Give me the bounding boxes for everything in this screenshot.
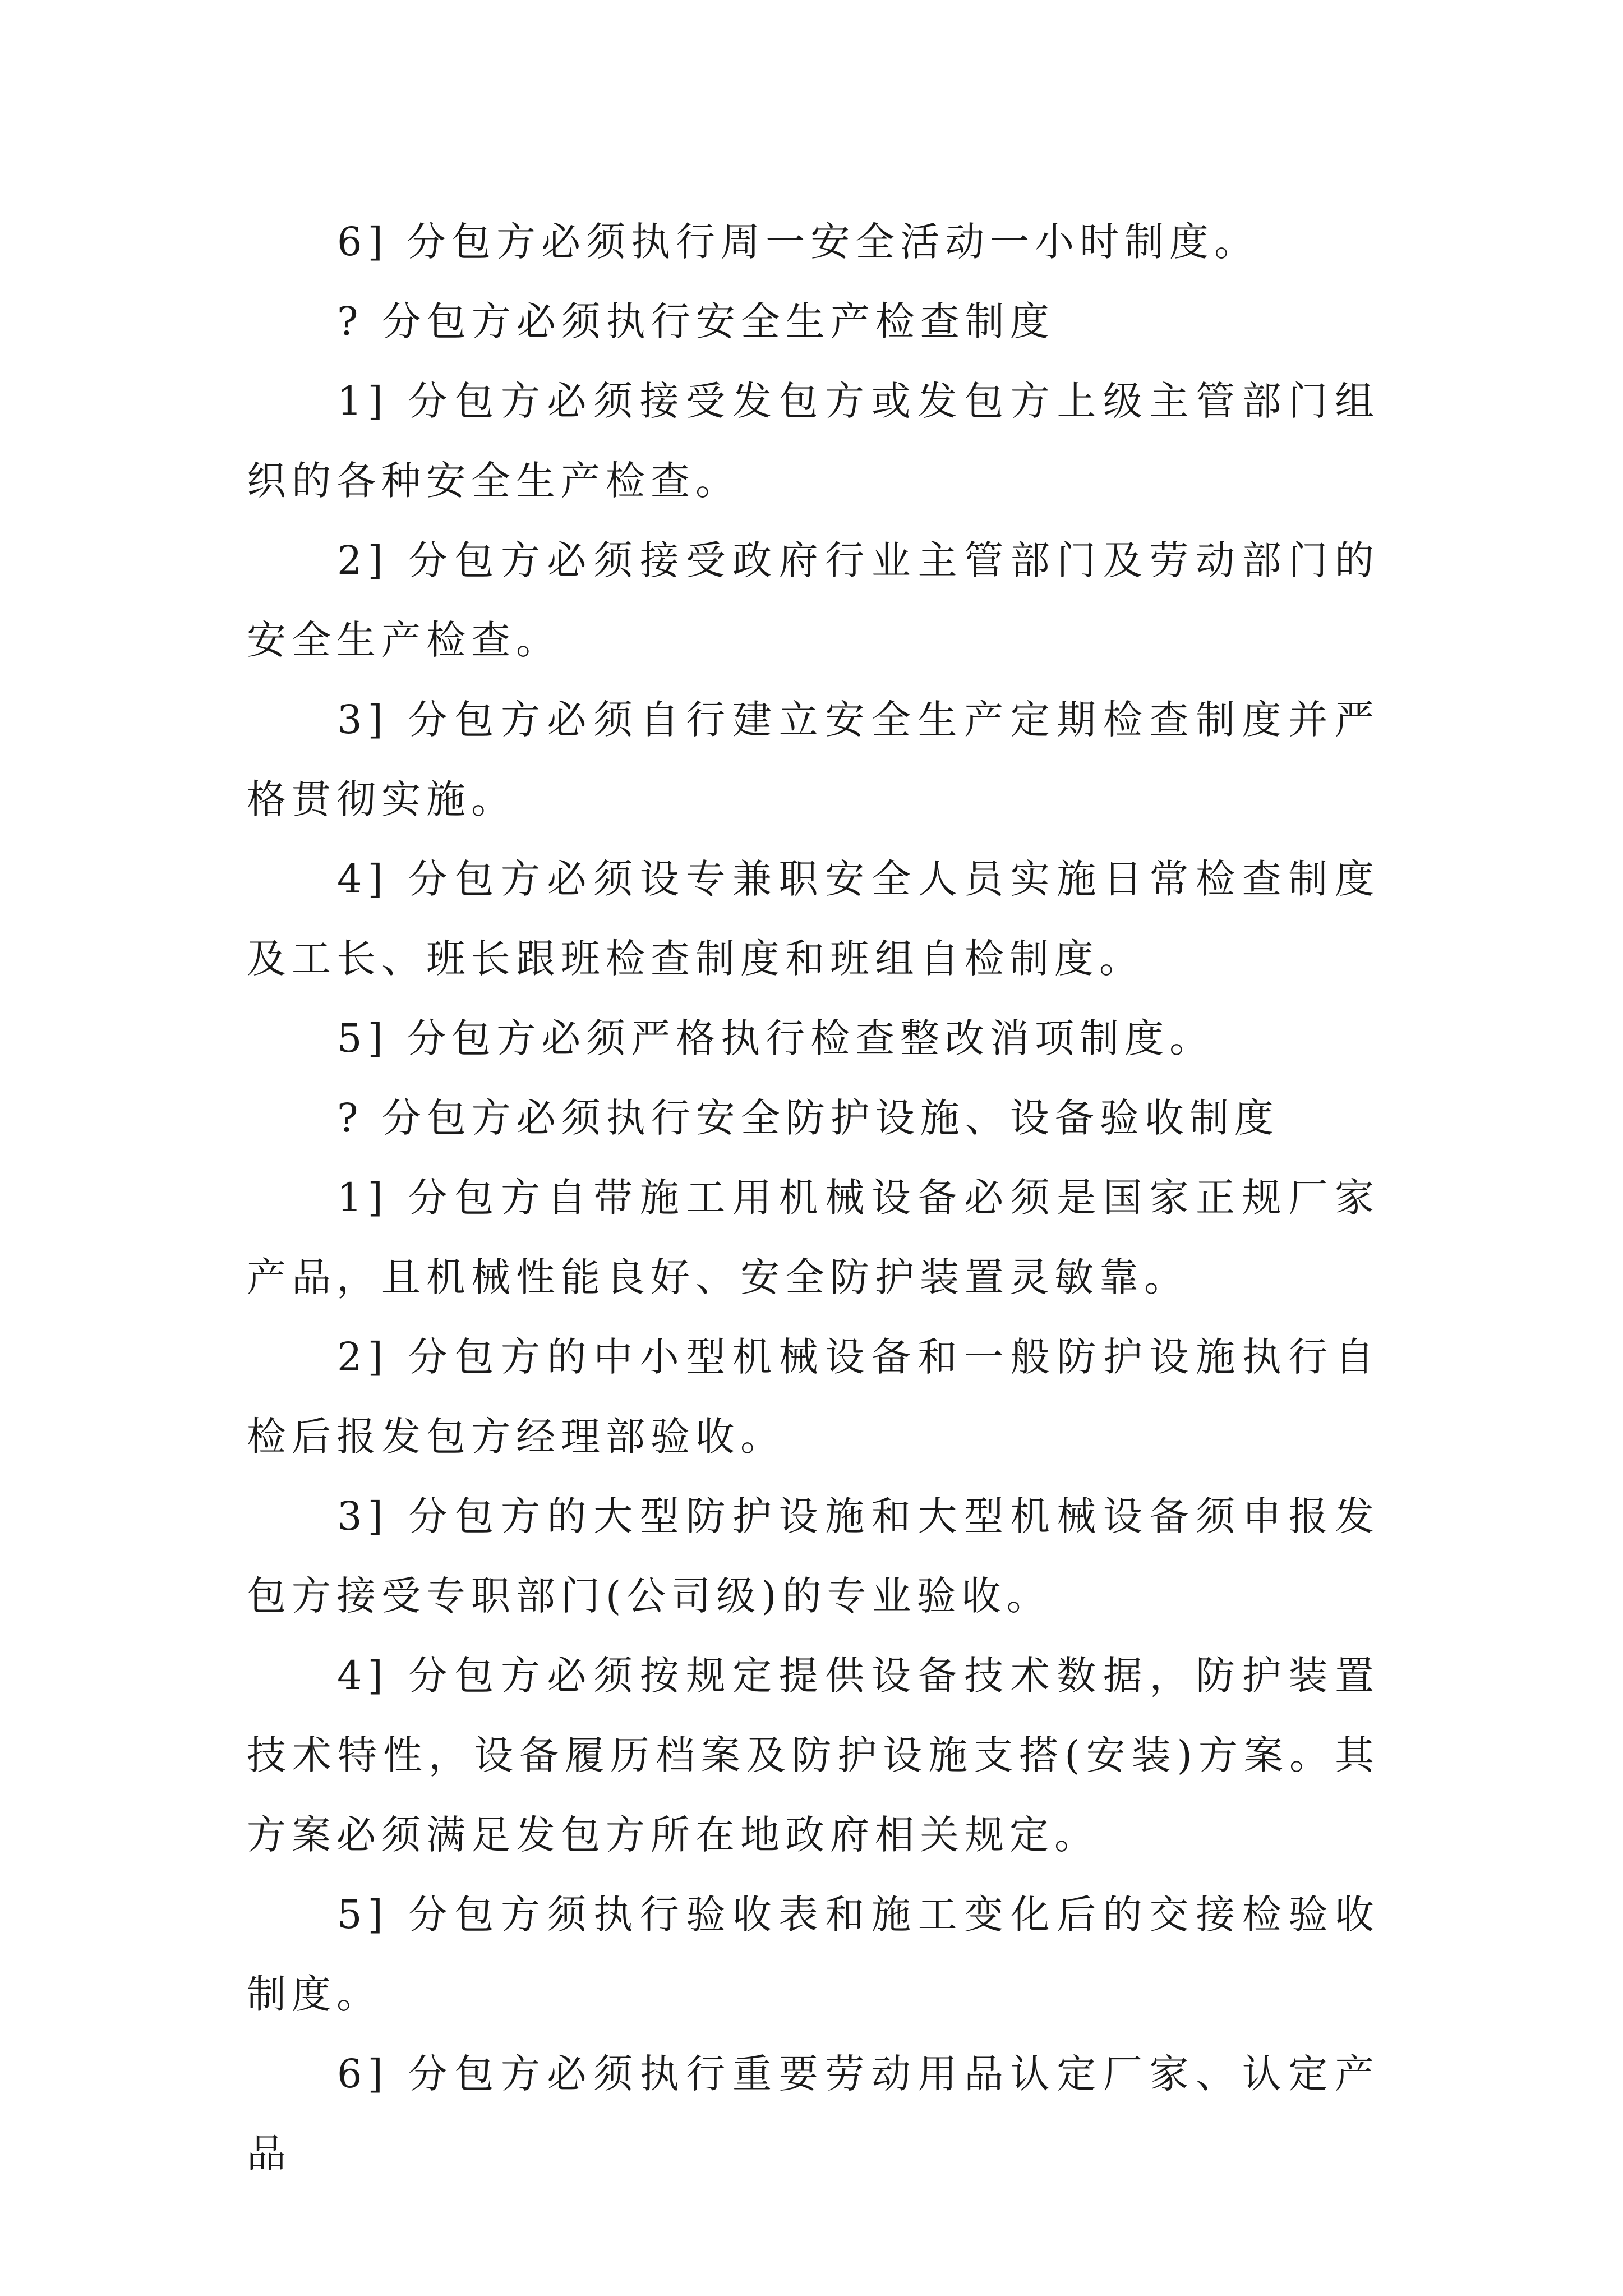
- paragraph: 1] 分包方必须接受发包方或发包方上级主管部门组织的各种安全生产检查。: [247, 378, 1380, 504]
- paragraph: 5] 分包方必须严格执行检查整改消项制度。: [337, 1015, 1215, 1061]
- paragraph: 1] 分包方自带施工用机械设备必须是国家正规厂家产品，且机械性能良好、安全防护装置灵敏靠。: [247, 1175, 1380, 1300]
- paragraph: 6] 分包方必须执行重要劳动用品认定厂家、认定产品: [247, 2051, 1380, 2177]
- paragraph: 4] 分包方必须按规定提供设备技术数据，防护装置技术特性，设备履历档案及防护设施支搭(安装)方案。其方案必须满足发包方所在地政府相关规定。: [247, 1653, 1380, 1858]
- document-body: [247, 202, 1380, 2193]
- paragraph: ? 分包方必须执行安全生产检查制度: [337, 298, 1055, 344]
- paragraph: 3] 分包方必须自行建立安全生产定期检查制度并严格贯彻实施。: [247, 697, 1380, 822]
- paragraph: ? 分包方必须执行安全防护设施、设备验收制度: [337, 1095, 1279, 1141]
- paragraph: 2] 分包方必须接受政府行业主管部门及劳动部门的安全生产检查。: [247, 537, 1380, 663]
- paragraph: 3] 分包方的大型防护设施和大型机械设备须申报发包方接受专职部门(公司级)的专业验收。: [247, 1493, 1380, 1619]
- paragraph: 2] 分包方的中小型机械设备和一般防护设施执行自检后报发包方经理部验收。: [247, 1334, 1380, 1460]
- paragraph: 4] 分包方必须设专兼职安全人员实施日常检查制度及工长、班长跟班检查制度和班组自检制度。: [247, 856, 1380, 982]
- paragraph: 6] 分包方必须执行周一安全活动一小时制度。: [337, 219, 1260, 265]
- paragraph: 5] 分包方须执行验收表和施工变化后的交接检验收制度。: [247, 1892, 1380, 2017]
